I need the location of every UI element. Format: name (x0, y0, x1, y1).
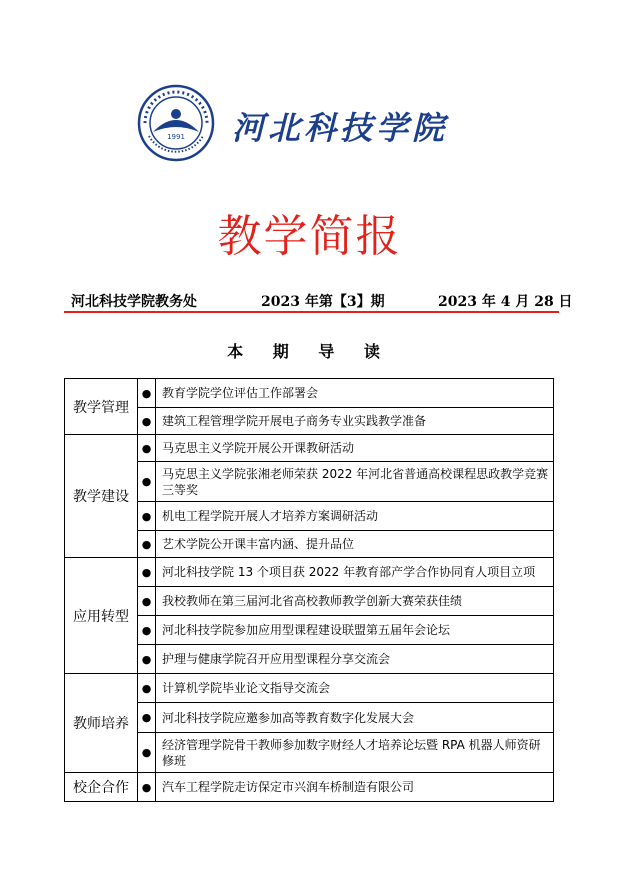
college-logo (137, 84, 215, 162)
bullet-icon: ● (138, 773, 156, 802)
category-teaching-management: 教学管理 (65, 379, 138, 435)
bullet-icon: ● (138, 408, 156, 435)
category-teacher-training: 教师培养 (65, 674, 138, 773)
svg-text:1991: 1991 (167, 133, 185, 141)
bullet-icon: ● (138, 531, 156, 558)
table-row (65, 435, 554, 462)
list-item[interactable]: 河北科技学院 13 个项目获 2022 年教育部产学合作协同育人项目立项 (156, 558, 554, 587)
list-item[interactable]: 建筑工程管理学院开展电子商务专业实践教学准备 (156, 408, 554, 435)
category-school-enterprise: 校企合作 (65, 773, 138, 802)
table-row (65, 616, 554, 645)
list-item[interactable]: 马克思主义学院张湘老师荣获 2022 年河北省普通高校课程思政教学竞赛三等奖 (156, 462, 554, 502)
bulletin-title: 教学简报 (217, 211, 402, 262)
table-row (65, 773, 554, 802)
list-item[interactable]: 经济管理学院骨干教师参加数字财经人才培养论坛暨 RPA 机器人师资研修班 (156, 733, 554, 773)
bullet-icon: ● (138, 703, 156, 733)
table-row (65, 502, 554, 531)
table-row (65, 408, 554, 435)
guide-title: 本 期 导 读 (227, 342, 392, 361)
table-row (65, 733, 554, 773)
category-applied-transformation: 应用转型 (65, 558, 138, 674)
list-item[interactable]: 河北科技学院参加应用型课程建设联盟第五届年会论坛 (156, 616, 554, 645)
red-divider (64, 311, 559, 313)
list-item[interactable]: 计算机学院毕业论文指导交流会 (156, 674, 554, 703)
list-item[interactable]: 护理与健康学院召开应用型课程分享交流会 (156, 645, 554, 674)
issue-number: 2023 年第【3】期 (261, 294, 385, 310)
table-row (65, 645, 554, 674)
list-item[interactable]: 教育学院学位评估工作部署会 (156, 379, 554, 408)
table-row (65, 674, 554, 703)
list-item[interactable]: 马克思主义学院开展公开课教研活动 (156, 435, 554, 462)
bullet-icon: ● (138, 674, 156, 703)
category-teaching-construction: 教学建设 (65, 435, 138, 558)
school-name: 河北科技学院 (232, 109, 449, 147)
table-row (65, 587, 554, 616)
bullet-icon: ● (138, 379, 156, 408)
issue-department: 河北科技学院教务处 (71, 294, 197, 310)
bullet-icon: ● (138, 435, 156, 462)
bullet-icon: ● (138, 502, 156, 531)
list-item[interactable]: 我校教师在第三届河北省高校教师教学创新大赛荣获佳绩 (156, 587, 554, 616)
table-row (65, 379, 554, 408)
table-row (65, 462, 554, 502)
contents-table (64, 378, 554, 802)
issue-info-row (64, 291, 573, 311)
list-item[interactable]: 机电工程学院开展人才培养方案调研活动 (156, 502, 554, 531)
bullet-icon: ● (138, 587, 156, 616)
bullet-icon: ● (138, 462, 156, 502)
table-row (65, 558, 554, 587)
list-item[interactable]: 河北科技学院应邀参加高等教育数字化发展大会 (156, 703, 554, 733)
issue-date: 2023 年 4 月 28 日 (438, 294, 573, 310)
list-item[interactable]: 汽车工程学院走访保定市兴润车桥制造有限公司 (156, 773, 554, 802)
table-row (65, 703, 554, 733)
list-item[interactable]: 艺术学院公开课丰富内涵、提升品位 (156, 531, 554, 558)
bullet-icon: ● (138, 733, 156, 773)
bullet-icon: ● (138, 558, 156, 587)
table-row (65, 531, 554, 558)
bullet-icon: ● (138, 616, 156, 645)
bullet-icon: ● (138, 645, 156, 674)
